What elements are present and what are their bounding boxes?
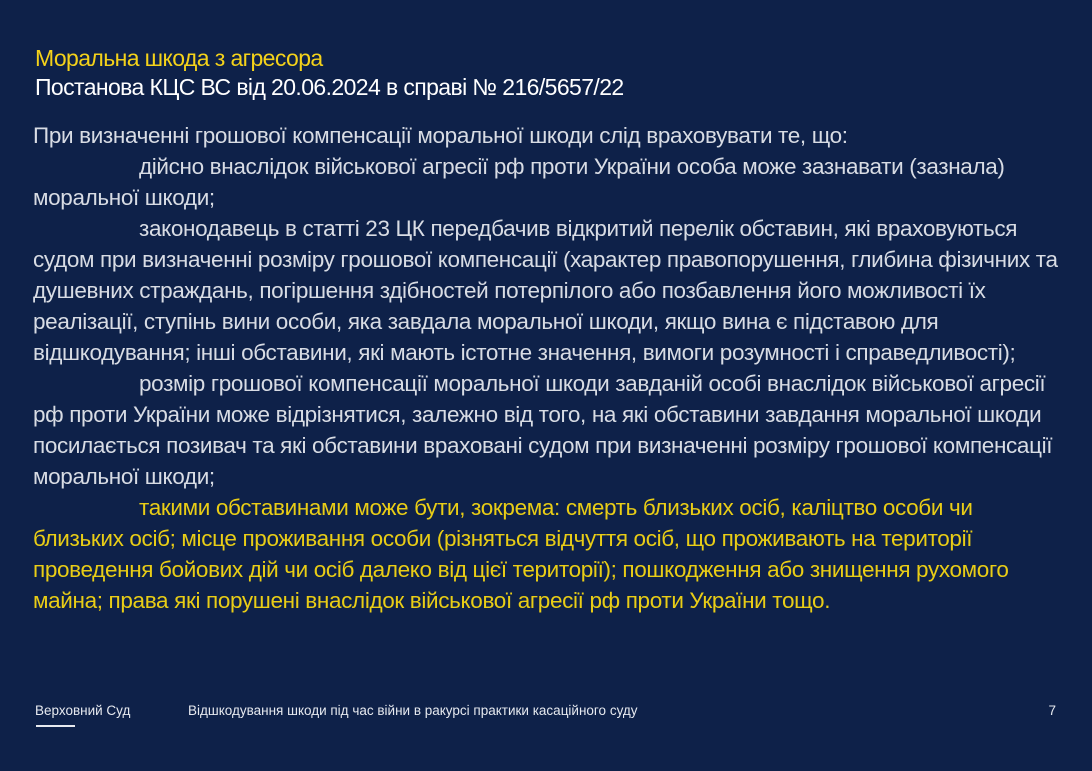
footer-underline xyxy=(36,725,75,727)
paragraph-1: дійсно внаслідок військової агресії рф проти України особа може зазнавати (зазнала) моральної шкоди; xyxy=(33,154,1005,210)
intro-paragraph: При визначенні грошової компенсації моральної шкоди слід враховувати те, що: xyxy=(33,123,848,148)
footer-org: Верховний Суд xyxy=(35,703,131,718)
body-text xyxy=(33,120,1063,616)
title-block xyxy=(35,44,1055,102)
footer-presentation-title: Відшкодування шкоди під час війни в ракурсі практики касаційного суду xyxy=(188,703,638,718)
paragraph-4-highlighted: такими обставинами може бути, зокрема: смерть близьких осіб, каліцтво особи чи близьких осіб; місце проживання особи (різняться відчуття осіб, що проживають на території проведення бойових дій чи осіб далеко від цієї території); пошкодження або знищення рухомого майна; права які порушені внаслідок військової агресії рф проти України тощо. xyxy=(33,495,1009,613)
paragraph-2: законодавець в статті 23 ЦК передбачив відкритий перелік обставин, які враховуються судом при визначенні розміру грошової компенсації (характер правопорушення, глибина фізичних та душевних страждань, погіршення здібностей потерпілого або позбавлення його можливості їх реалізації, ступінь вини особи, яка завдала моральної шкоди, якщо вина є підставою для відшкодування; інші обставини, які мають істотне значення, вимоги розумності і справедливості); xyxy=(33,216,1058,365)
slide-title: Моральна шкода з агресора xyxy=(35,45,323,71)
slide-subtitle: Постанова КЦС ВС від 20.06.2024 в справі № 216/5657/22 xyxy=(35,74,624,100)
paragraph-3: розмір грошової компенсації моральної шкоди завданій особі внаслідок військової агресії рф проти України може відрізнятися, залежно від того, на які обставини завдання моральної шкоди посилається позивач та які обставини враховані судом при визначенні розміру грошової компенсації моральної шкоди; xyxy=(33,371,1053,489)
page-number: 7 xyxy=(1048,703,1056,718)
